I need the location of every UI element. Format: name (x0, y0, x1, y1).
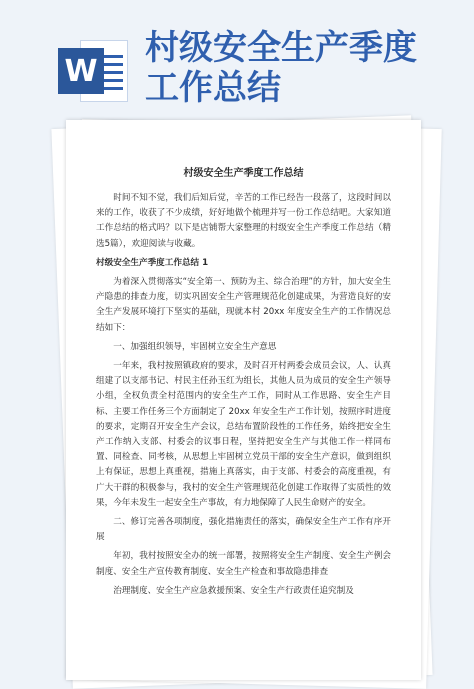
document-page (66, 120, 421, 680)
banner-title (145, 28, 465, 108)
word-document-icon (58, 40, 130, 102)
word-badge: W (58, 48, 104, 94)
document-title: 村级安全生产季度工作总结 (183, 168, 304, 179)
banner-title-line-2: 工作总结 (145, 68, 281, 108)
paragraph: 一年来，我村按照镇政府的要求，及时召开村两委会成员会议，人、认真组建了以支部书记、村民主任孙玉红为组长，其他人员为成员的安全生产领导小组，全权负责全村范围内的安全生产工作，同时从工作思路、安全生产目标、主要工作任务三个方面制定了 20xx 年安全生产工作计划，按照序时进度的要求，定期召开安全生产会议，总结布置阶段性的工作任务，始终把安全生产工作纳入支部、村委会的议事日程，坚持把安全生产与其他工作一样同布置、同检查、同考核，从思想上牢固树立党员干部的安全生产意识，做到组织上有保证，思想上真重视，措施上真落实，由于支部、村委会的高度重视，有广大干群的积极参与，我村的安全生产管理规范化创建工作取得了实质性的效果，今年未发生一起安全生产事故，有力地保障了人民生命财产的安全。 (96, 361, 391, 508)
paragraph-intro: 时间不知不觉，我们后知后觉，辛苦的工作已经告一段落了，这段时间以来的工作，收获了不少成绩，好好地做个梳理并写一份工作总结吧。大家知道工作总结的格式吗？以下是店铺帮大家整理的村级安全生产季度工作总结（精选5篇），欢迎阅读与收藏。 (96, 193, 391, 249)
paragraph-heading-1: 一、加强组织领导，牢固树立安全生产意思 (113, 341, 277, 352)
banner (0, 0, 474, 118)
paragraph: 为着深入贯彻落实“安全第一、预防为主、综合治理”的方针，加大安全生产隐患的排查力度，切实巩固安全生产管理规范化创建成果，为营造良好的安全生产发展环境打下坚实的基础，现就本村 20xx 年度安全生产的工作情况总结如下： (96, 277, 391, 333)
paragraph: 治理制度、安全生产应急救援预案、安全生产行政责任追究制及 (113, 585, 354, 596)
banner-title-line-1: 村级安全生产季度 (145, 28, 417, 68)
paragraph: 年初，我村按照安全办的统一部署，按照将安全生产制度、安全生产例会制度、安全生产宣传教育制度、安全生产检查和事故隐患排查 (96, 551, 391, 577)
paragraph-heading-2: 二、修订完善各项制度，强化措施责任的落实，确保安全生产工作有序开展 (96, 517, 391, 543)
section-heading: 村级安全生产季度工作总结 1 (96, 257, 209, 268)
